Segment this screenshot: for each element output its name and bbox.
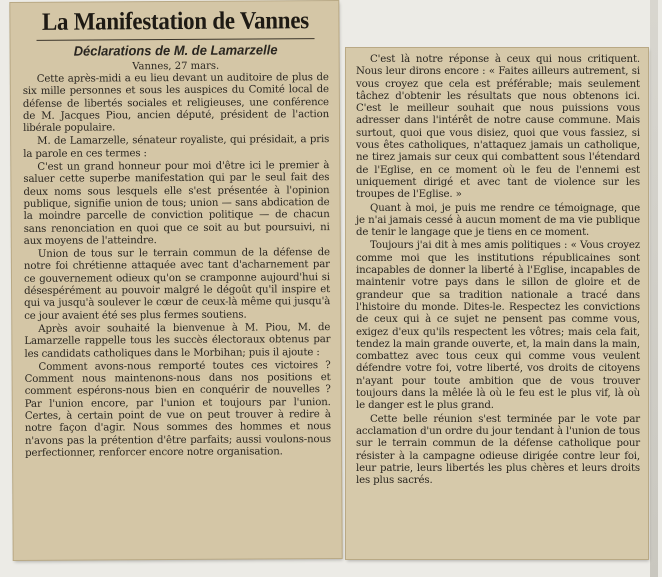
- article-paragraph: Après avoir souhaité la bienvenue à M. Piou, M. de Lamarzelle rappelle tous les succès électoraux obtenus par les candidats catholiques dans le Morbihan; puis il ajoute :: [24, 321, 331, 360]
- dateline: Vannes, 27 mars.: [132, 60, 220, 73]
- article-paragraph: Toujours j'ai dit à mes amis politiques : « Vous croyez comme moi que les institutions républicaines sont incapables de donner la liberté à l'Eglise, incapables de maintenir votre pays dans le sillon de gloire et de grandeur que sa tradition nationale a tracé dans l'histoire du monde. Dites-le. Respectez les convictions de ceux qui à ce sujet ne pensent pas comme vous, exigez d'eux qu'ils respectent les vôtres; mais cela fait, tendez la main grande ouverte, et, la main dans la main, combattez avec tous ceux qui comme vous veulent défendre votre foi, votre liberté, vos droits de citoyens n'ayant pour toute ambition que de vous trouver toujours dans la mêlée là où le feu est le plus vif, là où le danger est le plus grand.: [356, 240, 640, 412]
- newspaper-clipping-right: [346, 48, 648, 559]
- article-paragraph: Quant à moi, je puis me rendre ce témoignage, que je n'ai jamais cessé à aucun moment de ma vie publique de tenir le langage que je tiens en ce moment.: [356, 202, 640, 239]
- article-paragraph: M. de Lamarzelle, sénateur royaliste, qui présidait, a pris la parole en ces termes :: [23, 134, 330, 160]
- newspaper-clipping-left: [10, 1, 341, 560]
- article-paragraph: Cette après-midi a eu lieu devant un auditoire de plus de six mille personnes et sous les auspices du Comité local de défense de libertés sociales et religieuses, une conférence de M. Jacques Piou, ancien député, président de l'action libérale populaire.: [22, 72, 330, 135]
- article-paragraph: Union de tous sur le terrain commun de la défense de notre foi chrétienne attaquée avec tant d'acharnement par ce gouvernement odieux qu'on se cramponne aujourd'hui si désespérément au pouvoir malgré le dégoût qu'il inspire et qui va jusqu'à soulever le cœur de ceux-là même qui jusqu'à ce jour avaient été ses plus fermes soutiens.: [23, 247, 331, 322]
- article-paragraph: Cette belle réunion s'est terminée par le vote par acclamation d'un ordre du jour tendant à l'union de tous sur le terrain commun de la défense catholique pour résister à la campagne odieuse dirigée contre leur foi, leur patrie, leurs libertés les plus chères et leurs droits les plus sacrés.: [356, 413, 640, 487]
- article-headline: La Manifestation de Vannes: [41, 7, 309, 36]
- article-subhead: Déclarations de M. de Lamarzelle: [73, 42, 278, 59]
- article-paragraph: C'est un grand honneur pour moi d'être ici le premier à saluer cette superbe manifestation qui par le seul fait des deux noms sous lesquels elle s'est présentée à l'opinion publique, signifie union de tous; union — sans abdication de la moindre parcelle de conviction politique — de chacun sans renonciation en quoi que ce soit au but poursuivi, ni aux moyens de l'atteindre.: [23, 160, 330, 247]
- headline-rule: [37, 38, 315, 41]
- article-paragraph: Comment avons-nous remporté toutes ces victoires ? Comment nous maintenons-nous dans nos positions et comment espérons-nous bien en conquérir de nouvelles ? Par l'union encore, par l'union et toujours par l'union. Certes, à certain point de vue on peut trouver à redire à notre façon d'agir. Nous sommes des hommes et nous n'avons pas la prétention d'être parfaits; aussi voulons-nous perfectionner, renforcer encore notre organisation.: [24, 359, 332, 459]
- article-paragraph: C'est là notre réponse à ceux qui nous critiquent. Nous leur dirons encore : « Faites ailleurs autrement, si vous croyez que cela est préférable; mais seulement tâchez d'obtenir les résultats que nous obtenons ici. C'est le meilleur souhait que nous puissions vous adresser dans l'intérêt de notre cause commune. Mais surtout, quoi que vous disiez, quoi que vous fassiez, si vous êtes catholiques, n'attaquez jamais un catholique, ne tirez jamais sur ceux qui combattent sous l'étendard de l'Eglise, en ce moment où le feu de l'ennemi est uniquement dirigé et avec tant de violence sur les troupes de l'Eglise. »: [356, 54, 640, 201]
- page-edge: [650, 0, 658, 577]
